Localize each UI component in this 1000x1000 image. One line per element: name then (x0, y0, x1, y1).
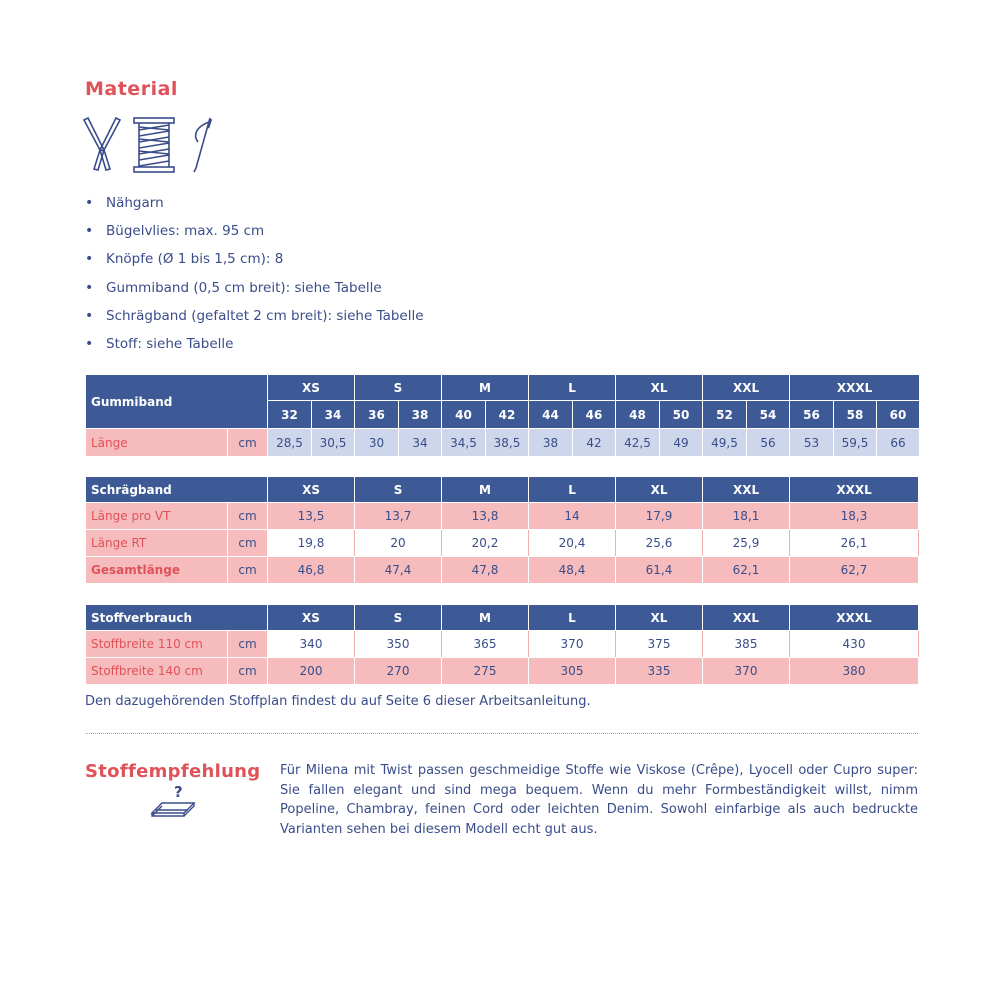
table-cell: 370 (529, 631, 616, 658)
fabric-question-icon (150, 783, 198, 819)
table-cell: 66 (877, 429, 920, 457)
table-cell: 47,8 (442, 557, 529, 584)
table-cell: 19,8 (268, 530, 355, 557)
size-header: XS (268, 605, 355, 631)
table-cell: 48,4 (529, 557, 616, 584)
size-number: 46 (573, 401, 616, 429)
size-number: 56 (790, 401, 834, 429)
table-cell: 270 (355, 658, 442, 685)
stoffverbrauch-title: Stoffverbrauch (86, 605, 268, 631)
size-header: XXL (703, 605, 790, 631)
table-cell: 20,4 (529, 530, 616, 557)
size-header: M (442, 375, 529, 401)
row-unit: cm (228, 557, 268, 584)
table-cell: 14 (529, 503, 616, 530)
table-cell: 49 (660, 429, 703, 457)
table-cell: 430 (790, 631, 919, 658)
table-cell: 42,5 (616, 429, 660, 457)
row-label: Länge pro VT (86, 503, 228, 530)
table-cell: 25,9 (703, 530, 790, 557)
row-unit: cm (228, 429, 268, 457)
size-header: XXXL (790, 605, 919, 631)
gummiband-title: Gummiband (86, 375, 268, 429)
material-title: Material (85, 78, 178, 100)
size-number: 52 (703, 401, 747, 429)
schraegband-title: Schrägband (86, 477, 268, 503)
table-cell: 20 (355, 530, 442, 557)
table-cell: 62,1 (703, 557, 790, 584)
table-cell: 350 (355, 631, 442, 658)
table-cell: 26,1 (790, 530, 919, 557)
table-cell: 34,5 (442, 429, 486, 457)
table-cell: 49,5 (703, 429, 747, 457)
row-label: Stoffbreite 110 cm (86, 631, 228, 658)
table-cell: 61,4 (616, 557, 703, 584)
table-cell: 38,5 (486, 429, 529, 457)
table-cell: 17,9 (616, 503, 703, 530)
row-unit: cm (228, 530, 268, 557)
row-label: Länge RT (86, 530, 228, 557)
table-cell: 275 (442, 658, 529, 685)
gummiband-table (85, 374, 920, 457)
table-row (86, 631, 919, 658)
table-cell: 380 (790, 658, 919, 685)
table-cell: 47,4 (355, 557, 442, 584)
size-number: 36 (355, 401, 399, 429)
svg-text:?: ? (174, 783, 183, 801)
table-cell: 18,1 (703, 503, 790, 530)
list-item: • Bügelvlies: max. 95 cm (85, 223, 265, 240)
size-header: XS (268, 477, 355, 503)
table-header-row (86, 477, 919, 503)
table-cell: 13,7 (355, 503, 442, 530)
list-item: • Knöpfe (Ø 1 bis 1,5 cm): 8 (85, 251, 284, 268)
row-label: Länge (86, 429, 228, 457)
table-header-row (86, 605, 919, 631)
material-list (85, 193, 424, 362)
table-cell: 34 (399, 429, 442, 457)
needle-icon (190, 116, 216, 174)
table-cell: 59,5 (834, 429, 877, 457)
size-header: XL (616, 375, 703, 401)
thread-spool-icon (132, 116, 176, 174)
table-header-row (86, 375, 920, 401)
table-cell: 365 (442, 631, 529, 658)
row-label: Stoffbreite 140 cm (86, 658, 228, 685)
recommendation-text: Für Milena mit Twist passen geschmeidige Stoffe wie Viskose (Crêpe), Lyocell oder Cupro super: Sie fallen elegant und sind mega bequem. Wenn du mehr Formbeständigkeit willst, nimm Popeline, Chambray, feinen Cord oder leichten Denim. Sowohl einfarbige als auch bedruckte Varianten sehen bei diesem Modell echt gut aus. (280, 763, 918, 837)
divider (85, 733, 918, 734)
size-header: XL (616, 605, 703, 631)
table-row (86, 658, 919, 685)
size-header: L (529, 477, 616, 503)
table-cell: 53 (790, 429, 834, 457)
size-header: XXL (703, 477, 790, 503)
list-item: • Stoff: siehe Tabelle (85, 335, 234, 352)
size-header: XXXL (790, 375, 920, 401)
table-cell: 20,2 (442, 530, 529, 557)
table-row (86, 503, 919, 530)
table-cell: 56 (747, 429, 790, 457)
size-header: XXL (703, 375, 790, 401)
recommendation-title: Stoffempfehlung (85, 761, 261, 782)
table-cell: 370 (703, 658, 790, 685)
stoffverbrauch-table (85, 604, 919, 685)
size-header: XS (268, 375, 355, 401)
schraegband-table (85, 476, 919, 584)
scissors-icon (82, 116, 122, 174)
size-header: L (529, 375, 616, 401)
row-unit: cm (228, 631, 268, 658)
list-item: • Nähgarn (85, 195, 164, 211)
size-number: 38 (399, 401, 442, 429)
table-cell: 62,7 (790, 557, 919, 584)
size-header: S (355, 605, 442, 631)
size-number: 32 (268, 401, 312, 429)
table-cell: 200 (268, 658, 355, 685)
table-cell: 13,8 (442, 503, 529, 530)
size-number: 40 (442, 401, 486, 429)
table-cell: 30 (355, 429, 399, 457)
size-header: XL (616, 477, 703, 503)
table-cell: 30,5 (312, 429, 355, 457)
row-unit: cm (228, 503, 268, 530)
table-cell: 340 (268, 631, 355, 658)
table-cell: 375 (616, 631, 703, 658)
table-cell: 38 (529, 429, 573, 457)
size-number: 42 (486, 401, 529, 429)
size-header: M (442, 605, 529, 631)
table-cell: 28,5 (268, 429, 312, 457)
table-row (86, 557, 919, 584)
size-header: S (355, 477, 442, 503)
size-header: L (529, 605, 616, 631)
size-number: 50 (660, 401, 703, 429)
fabric-plan-note: Den dazugehörenden Stoffplan findest du auf Seite 6 dieser Arbeitsanleitung. (85, 694, 591, 709)
table-row (86, 530, 919, 557)
table-cell: 18,3 (790, 503, 919, 530)
size-header: M (442, 477, 529, 503)
table-cell: 13,5 (268, 503, 355, 530)
row-label: Gesamtlänge (86, 557, 228, 584)
table-cell: 385 (703, 631, 790, 658)
table-cell: 46,8 (268, 557, 355, 584)
table-cell: 335 (616, 658, 703, 685)
table-cell: 305 (529, 658, 616, 685)
size-number: 54 (747, 401, 790, 429)
list-item: • Gummiband (0,5 cm breit): siehe Tabelle (85, 279, 382, 296)
table-cell: 42 (573, 429, 616, 457)
list-item: • Schrägband (gefaltet 2 cm breit): siehe Tabelle (85, 307, 424, 324)
size-number: 48 (616, 401, 660, 429)
size-number: 60 (877, 401, 920, 429)
size-header: XXXL (790, 477, 919, 503)
row-unit: cm (228, 658, 268, 685)
table-cell: 25,6 (616, 530, 703, 557)
size-number: 34 (312, 401, 355, 429)
size-number: 44 (529, 401, 573, 429)
size-header: S (355, 375, 442, 401)
table-row (86, 429, 920, 457)
size-number: 58 (834, 401, 877, 429)
